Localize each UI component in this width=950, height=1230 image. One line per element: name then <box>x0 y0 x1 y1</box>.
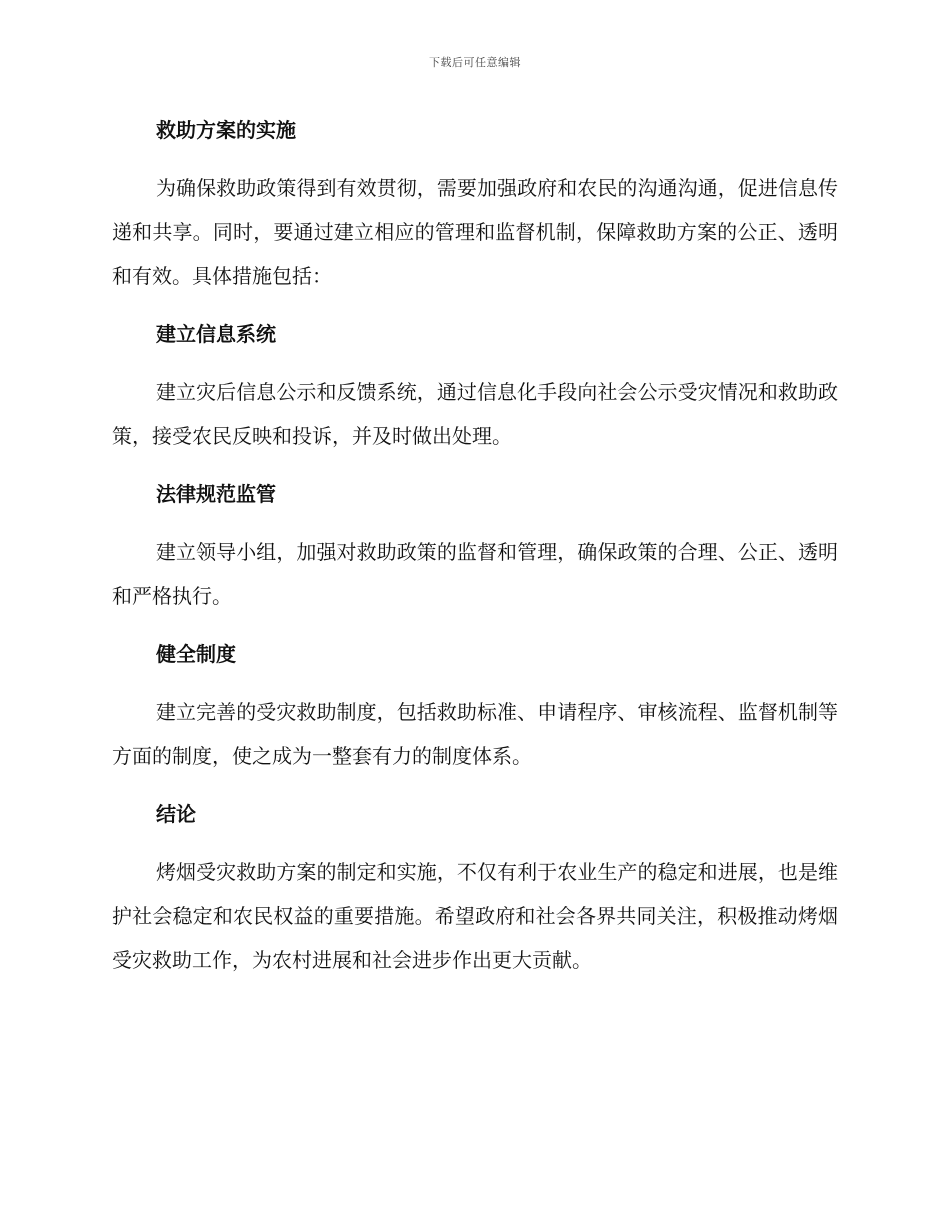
page-header: 下载后可任意编辑 <box>429 56 521 69</box>
section-title-info-system: 建立信息系统 <box>156 322 276 346</box>
section-title-legal-supervision: 法律规范监管 <box>156 482 276 506</box>
paragraph-system-improvement: 建立完善的受灾救助制度，包括救助标准、申请程序、审核流程、监督机制等方面的制度，使之成为一整套有力的制度体系。 <box>112 700 838 768</box>
section-title-conclusion: 结论 <box>156 802 196 826</box>
section-title-system-improvement: 健全制度 <box>156 642 236 666</box>
document-body <box>112 108 838 982</box>
paragraph-legal-supervision: 建立领导小组，加强对救助政策的监督和管理，确保政策的合理、公正、透明和严格执行。 <box>112 540 838 608</box>
paragraph-implementation: 为确保救助政策得到有效贯彻，需要加强政府和农民的沟通沟通，促进信息传递和共享。同时，要通过建立相应的管理和监督机制，保障救助方案的公正、透明和有效。具体措施包括： <box>112 176 838 288</box>
paragraph-conclusion: 烤烟受灾救助方案的制定和实施，不仅有利于农业生产的稳定和进展，也是维护社会稳定和农民权益的重要措施。希望政府和社会各界共同关注，积极推动烤烟受灾救助工作，为农村进展和社会进步作出更大贡献。 <box>112 860 838 972</box>
section-title-implementation: 救助方案的实施 <box>156 118 296 142</box>
paragraph-info-system: 建立灾后信息公示和反馈系统，通过信息化手段向社会公示受灾情况和救助政策，接受农民反映和投诉，并及时做出处理。 <box>112 380 838 448</box>
